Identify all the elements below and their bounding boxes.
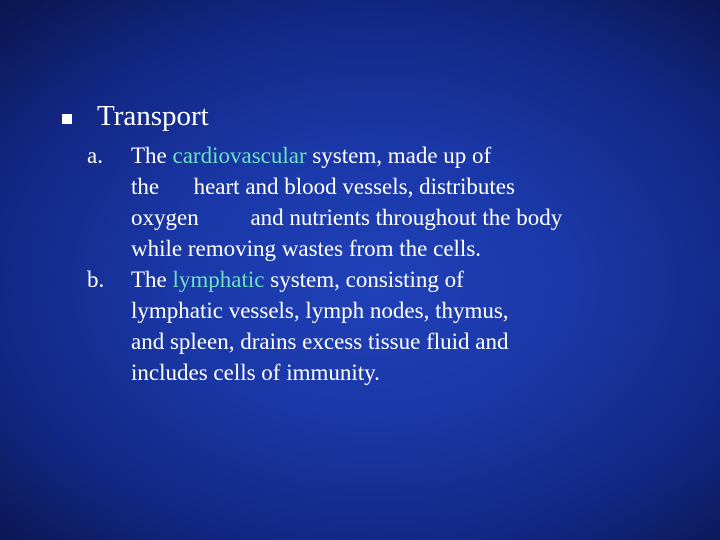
list-item-body: [131, 140, 707, 264]
list-marker: a.: [87, 143, 103, 168]
sub-list: [87, 140, 707, 388]
list-line: lymphatic vessels, lymph nodes, thymus,: [131, 298, 509, 323]
list-line: and spleen, drains excess tissue fluid and: [131, 329, 509, 354]
list-item-b: [87, 264, 707, 388]
list-item-a: [87, 140, 707, 264]
list-line: oxygen and nutrients throughout the body: [131, 205, 563, 230]
list-marker: b.: [87, 267, 105, 292]
text-run: system, made up of: [306, 143, 492, 168]
list-line: while removing wastes from the cells.: [131, 236, 482, 261]
square-bullet-icon: [62, 114, 72, 124]
highlighted-term: lymphatic: [172, 267, 265, 292]
list-line: the heart and blood vessels, distributes: [131, 174, 515, 199]
list-item-body: [131, 264, 707, 388]
text-run: The: [131, 267, 173, 292]
text-run: The: [131, 143, 173, 168]
bullet-heading: Transport: [97, 100, 209, 132]
list-line: [131, 264, 707, 295]
list-line: includes cells of immunity.: [131, 360, 380, 385]
list-line: [131, 140, 707, 171]
highlighted-term: cardiovascular: [172, 143, 307, 168]
text-run: system, consisting of: [264, 267, 464, 292]
